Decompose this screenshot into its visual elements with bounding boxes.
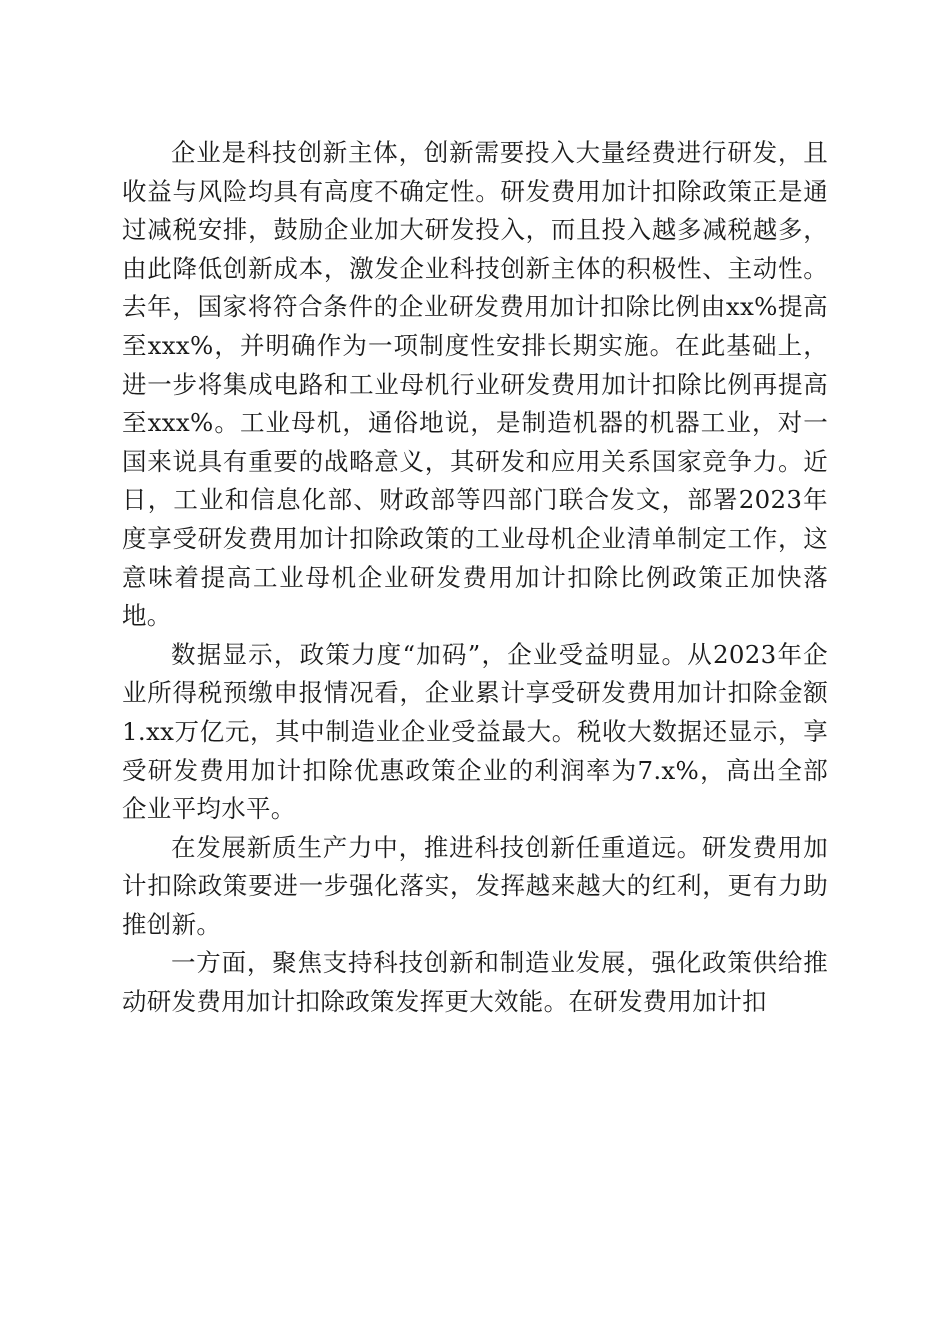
paragraph-data-shows: 数据显示，政策力度“加码”，企业受益明显。从2023年企业所得税预缴申报情况看，企业累计享受研发费用加计扣除金额1.xx万亿元，其中制造业企业受益最大。税收大数据还显示，享受研发费用加计扣除优惠政策企业的利润率为7.x%，高出全部企业平均水平。 xyxy=(122,639,828,824)
document-body xyxy=(122,134,828,1022)
paragraph-enterprise-innovation: 企业是科技创新主体，创新需要投入大量经费进行研发，且收益与风险均具有高度不确定性。研发费用加计扣除政策正是通过减税安排，鼓励企业加大研发投入，而且投入越多减税越多，由此降低创新成本，激发企业科技创新主体的积极性、主动性。去年，国家将符合条件的企业研发费用加计扣除比例由xx%提高至xxx%，并明确作为一项制度性安排长期实施。在此基础上，进一步将集成电路和工业母机行业研发费用加计扣除比例再提高至xxx%。工业母机，通俗地说，是制造机器的机器工业，对一国来说具有重要的战略意义，其研发和应用关系国家竞争力。近日，工业和信息化部、财政部等四部门联合发文，部署2023年度享受研发费用加计扣除政策的工业母机企业清单制定工作，这意味着提高工业母机企业研发费用加计扣除比例政策正加快落地。 xyxy=(122,138,828,631)
paragraph-on-one-hand: 一方面，聚焦支持科技创新和制造业发展，强化政策供给推动研发费用加计扣除政策发挥更大效能。在研发费用加计扣 xyxy=(122,948,828,1017)
paragraph-new-productivity: 在发展新质生产力中，推进科技创新任重道远。研发费用加计扣除政策要进一步强化落实，发挥越来越大的红利，更有力助推创新。 xyxy=(122,832,828,939)
